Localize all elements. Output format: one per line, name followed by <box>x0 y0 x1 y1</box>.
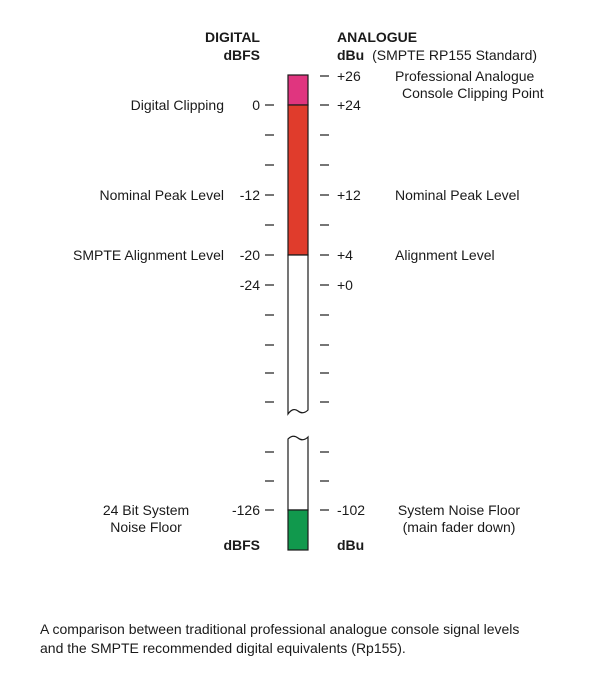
digital-nominal-peak-label: Nominal Peak Level <box>99 187 224 203</box>
caption-line-1: A comparison between traditional professional analogue console signal levels <box>40 621 520 637</box>
footer-dbfs-unit: dBFS <box>223 537 260 553</box>
dbfs-value-0: 0 <box>252 97 260 113</box>
dbfs-ticks <box>265 105 274 510</box>
smpte-alignment-label: SMPTE Alignment Level <box>73 247 224 263</box>
dbu-value-minus-102: -102 <box>337 502 366 518</box>
analogue-clipping-label-line2: Console Clipping Point <box>402 85 544 101</box>
dbu-value-plus-24: +24 <box>337 97 361 113</box>
dbfs-value-minus-12: -12 <box>239 187 260 203</box>
dbfs-value-minus-24: -24 <box>239 277 260 293</box>
caption <box>40 620 580 658</box>
peak-segment <box>288 105 308 255</box>
analogue-noise-floor-label-line1: System Noise Floor <box>397 502 521 518</box>
dbfs-value-minus-20: -20 <box>239 247 260 263</box>
clip-segment <box>288 75 308 105</box>
dbu-value-plus-12: +12 <box>337 187 361 203</box>
analogue-clipping-label-line1: Professional Analogue <box>395 68 535 84</box>
analogue-noise-floor-label-line2: (main fader down) <box>402 519 516 535</box>
caption-line-2: and the SMPTE recommended digital equivalents (Rp155). <box>40 640 406 656</box>
upper-white-segment <box>288 255 308 414</box>
digital-unit: dBFS <box>223 47 260 63</box>
dbfs-value-minus-126: -126 <box>231 502 260 518</box>
footer-dbu-unit: dBu <box>337 537 365 553</box>
analogue-nominal-peak-label: Nominal Peak Level <box>395 187 520 203</box>
analogue-standard: (SMPTE RP155 Standard) <box>372 47 538 63</box>
analogue-unit: dBu <box>337 47 365 63</box>
digital-title: DIGITAL <box>205 29 260 45</box>
lower-white-segment <box>288 436 308 510</box>
level-bar <box>288 75 308 550</box>
dbu-value-plus-0: +0 <box>337 277 353 293</box>
analogue-alignment-label: Alignment Level <box>395 247 495 263</box>
digital-noise-floor-label-line2: Noise Floor <box>110 519 182 535</box>
digital-noise-floor-label-line1: 24 Bit System <box>102 502 190 518</box>
digital-clipping-label: Digital Clipping <box>130 97 224 113</box>
analogue-title: ANALOGUE <box>337 29 418 45</box>
analogue-unit-line <box>337 47 537 63</box>
noise-floor-segment <box>288 510 308 550</box>
dbu-ticks <box>320 76 329 510</box>
dbu-value-plus-26: +26 <box>337 68 361 84</box>
dbu-value-plus-4: +4 <box>337 247 353 263</box>
